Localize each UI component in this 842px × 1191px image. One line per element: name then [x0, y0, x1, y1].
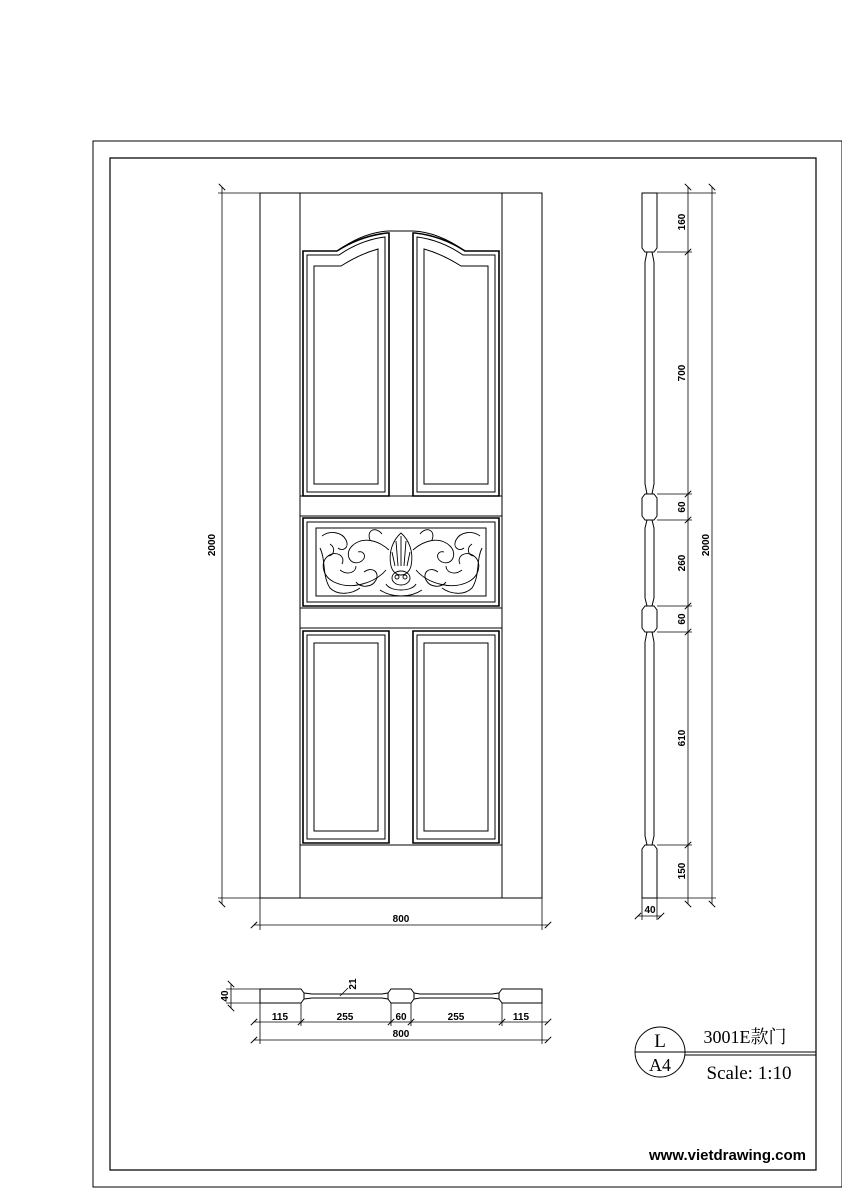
plan-segment-label: 60 — [395, 1012, 407, 1023]
plan-segment-label: 115 — [271, 1012, 289, 1023]
front-width-label: 800 — [392, 914, 410, 925]
side-segment-label: 610 — [677, 729, 688, 747]
plan-thickness-label: 40 — [220, 990, 231, 1002]
watermark-url: www.vietdrawing.com — [649, 1147, 806, 1164]
paper-size-label: A4 — [649, 1055, 671, 1075]
side-segment-label: 160 — [677, 213, 688, 231]
lower-left-panel — [303, 631, 389, 843]
side-segment-label: 260 — [677, 554, 688, 572]
upper-right-panel — [413, 233, 499, 496]
front-height-label: 2000 — [207, 533, 218, 557]
plan-total-label: 800 — [392, 1029, 410, 1040]
model-title: 3001E款门 — [703, 1027, 787, 1047]
plan-segment-label: 115 — [512, 1012, 530, 1023]
plan-groove-label: 21 — [348, 978, 359, 990]
side-thickness-label: 40 — [644, 905, 656, 916]
side-segment-label: 60 — [677, 501, 688, 513]
plan-segment-label: 255 — [336, 1012, 354, 1023]
side-segment-label: 150 — [677, 862, 688, 880]
plan-section — [260, 989, 542, 1003]
acanthus-carving — [320, 530, 482, 596]
upper-left-panel — [303, 233, 389, 496]
side-segment-label: 60 — [677, 613, 688, 625]
lower-right-panel — [413, 631, 499, 843]
side-total-label: 2000 — [701, 533, 712, 557]
plan-segment-label: 255 — [447, 1012, 465, 1023]
side-section — [642, 193, 657, 898]
orientation-label: L — [654, 1031, 666, 1052]
side-segment-label: 700 — [677, 364, 688, 382]
scale-label: Scale: 1:10 — [706, 1063, 792, 1084]
